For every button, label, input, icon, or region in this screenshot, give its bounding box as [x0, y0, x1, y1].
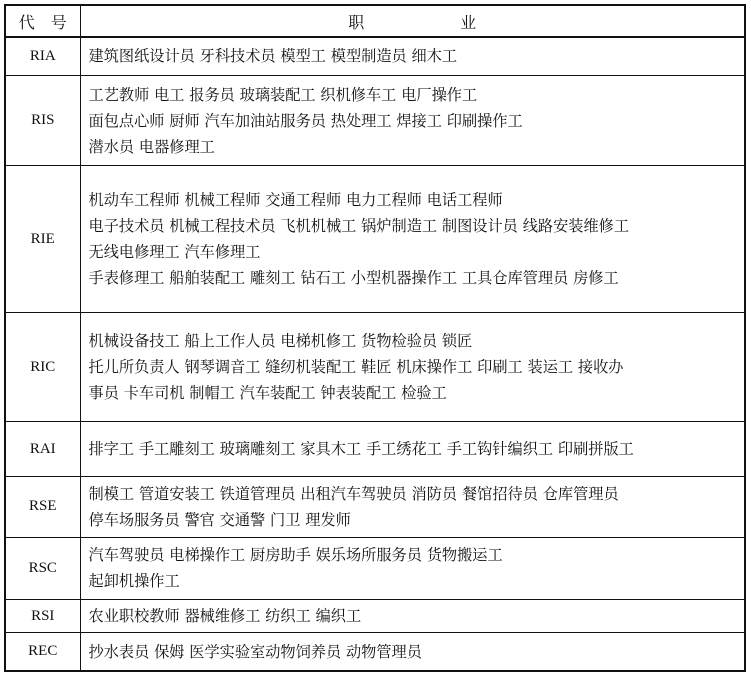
occupation-line: 工艺教师 电工 报务员 玻璃装配工 织机修车工 电厂操作工	[88, 85, 478, 104]
occupation-line: 排字工 手工雕刻工 玻璃雕刻工 家具木工 手工绣花工 手工钩针编织工 印刷拼版工	[88, 440, 634, 459]
code-cell: RIE	[5, 166, 80, 313]
code-cell: RSI	[5, 600, 80, 633]
code-cell: RAI	[5, 421, 80, 476]
occupation-line: 机械设备技工 船上工作人员 电梯机修工 货物检验员 锁匠	[88, 332, 473, 351]
occupation-cell	[80, 600, 745, 633]
table-header-row	[5, 5, 745, 37]
table-row	[5, 600, 745, 633]
occupation-line: 手表修理工 船舶装配工 雕刻工 钻石工 小型机器操作工 工具仓库管理员 房修工	[88, 269, 619, 288]
table-row	[5, 75, 745, 166]
occupation-line: 事员 卡车司机 制帽工 汽车装配工 钟表装配工 检验工	[88, 384, 447, 403]
occupation-line: 电子技术员 机械工程技术员 飞机机械工 锅炉制造工 制图设计员 线路安装维修工	[88, 217, 630, 236]
table-row	[5, 633, 745, 671]
code-cell: RIC	[5, 313, 80, 422]
table-row	[5, 477, 745, 537]
occupation-line: 汽车驾驶员 电梯操作工 厨房助手 娱乐场所服务员 货物搬运工	[88, 546, 503, 565]
code-cell: RIS	[5, 75, 80, 166]
occupation-cell	[80, 166, 745, 313]
table-row	[5, 313, 745, 422]
code-column-header: 代 号	[5, 5, 80, 37]
occupation-line: 起卸机操作工	[88, 572, 180, 591]
occupation-column-header: 职 业	[80, 5, 745, 37]
occupation-code-table	[4, 4, 746, 672]
code-cell: REC	[5, 633, 80, 671]
occupation-cell	[80, 477, 745, 537]
occupation-line: 面包点心师 厨师 汽车加油站服务员 热处理工 焊接工 印刷操作工	[88, 111, 523, 130]
code-cell: RIA	[5, 37, 80, 75]
occupation-cell	[80, 633, 745, 671]
occupation-line: 无线电修理工 汽车修理工	[88, 243, 261, 262]
occupation-line: 停车场服务员 警官 交通警 门卫 理发师	[88, 510, 351, 529]
occupation-cell	[80, 421, 745, 476]
occupation-line: 农业职校教师 器械维修工 纺织工 编织工	[88, 607, 362, 626]
occupation-cell	[80, 313, 745, 422]
code-cell: RSE	[5, 477, 80, 537]
occupation-cell	[80, 75, 745, 166]
occupation-line: 潜水员 电器修理工	[88, 137, 215, 156]
occupation-line: 建筑图纸设计员 牙科技术员 模型工 模型制造员 细木工	[88, 47, 458, 66]
occupation-line: 制模工 管道安装工 铁道管理员 出租汽车驾驶员 消防员 餐馆招待员 仓库管理员	[88, 484, 619, 503]
occupation-cell	[80, 37, 745, 75]
occupation-line: 机动车工程师 机械工程师 交通工程师 电力工程师 电话工程师	[88, 191, 503, 210]
table-row	[5, 421, 745, 476]
table-row	[5, 537, 745, 599]
table-row	[5, 37, 745, 75]
code-cell: RSC	[5, 537, 80, 599]
occupation-cell	[80, 537, 745, 599]
occupation-line: 托儿所负责人 钢琴调音工 缝纫机装配工 鞋匠 机床操作工 印刷工 装运工 接收办	[88, 358, 624, 377]
table-row	[5, 166, 745, 313]
occupation-line: 抄水表员 保姆 医学实验室动物饲养员 动物管理员	[88, 642, 422, 661]
